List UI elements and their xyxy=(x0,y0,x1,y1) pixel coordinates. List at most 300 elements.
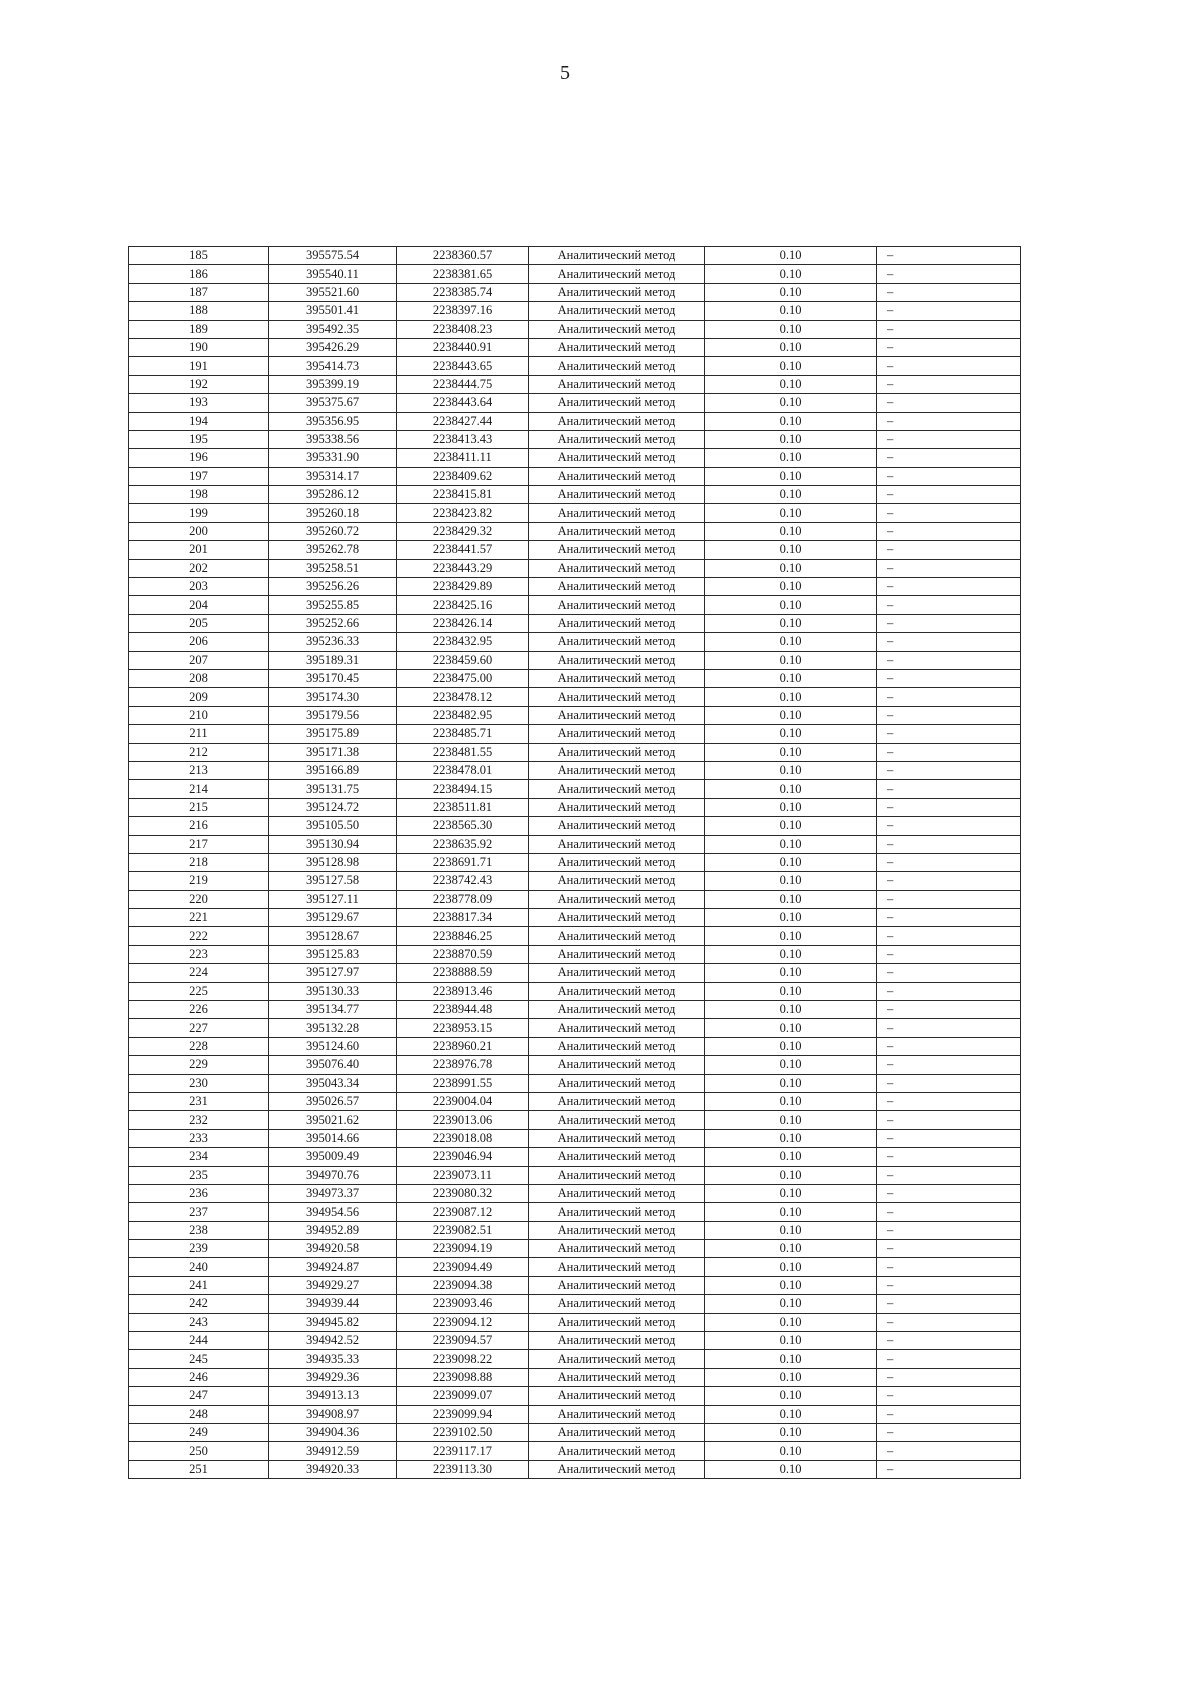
table-row xyxy=(129,1258,1021,1276)
table-row xyxy=(129,1350,1021,1368)
x-coordinate-cell: 395125.83 xyxy=(269,945,397,963)
table-row xyxy=(129,1313,1021,1331)
accuracy-cell: 0.10 xyxy=(705,669,877,687)
table-row xyxy=(129,596,1021,614)
table-row xyxy=(129,1405,1021,1423)
method-cell: Аналитический метод xyxy=(529,927,705,945)
accuracy-cell: 0.10 xyxy=(705,927,877,945)
point-number-cell: 220 xyxy=(129,890,269,908)
x-coordinate-cell: 395575.54 xyxy=(269,247,397,265)
note-cell: – xyxy=(877,945,1021,963)
point-number-cell: 215 xyxy=(129,798,269,816)
x-coordinate-cell: 394935.33 xyxy=(269,1350,397,1368)
note-cell: – xyxy=(877,835,1021,853)
note-cell: – xyxy=(877,486,1021,504)
accuracy-cell: 0.10 xyxy=(705,283,877,301)
x-coordinate-cell: 395166.89 xyxy=(269,761,397,779)
method-cell: Аналитический метод xyxy=(529,1221,705,1239)
method-cell: Аналитический метод xyxy=(529,1074,705,1092)
point-number-cell: 199 xyxy=(129,504,269,522)
point-number-cell: 187 xyxy=(129,283,269,301)
table-row xyxy=(129,1240,1021,1258)
accuracy-cell: 0.10 xyxy=(705,1203,877,1221)
y-coordinate-cell: 2238411.11 xyxy=(397,449,529,467)
method-cell: Аналитический метод xyxy=(529,375,705,393)
y-coordinate-cell: 2238888.59 xyxy=(397,964,529,982)
table-row xyxy=(129,909,1021,927)
note-cell: – xyxy=(877,743,1021,761)
x-coordinate-cell: 395009.49 xyxy=(269,1148,397,1166)
y-coordinate-cell: 2238429.32 xyxy=(397,522,529,540)
y-coordinate-cell: 2238427.44 xyxy=(397,412,529,430)
note-cell: – xyxy=(877,1295,1021,1313)
method-cell: Аналитический метод xyxy=(529,1111,705,1129)
table-row xyxy=(129,283,1021,301)
table-row xyxy=(129,614,1021,632)
method-cell: Аналитический метод xyxy=(529,1203,705,1221)
x-coordinate-cell: 395127.58 xyxy=(269,872,397,890)
point-number-cell: 226 xyxy=(129,1001,269,1019)
x-coordinate-cell: 394929.36 xyxy=(269,1368,397,1386)
method-cell: Аналитический метод xyxy=(529,1405,705,1423)
y-coordinate-cell: 2238742.43 xyxy=(397,872,529,890)
point-number-cell: 249 xyxy=(129,1424,269,1442)
note-cell: – xyxy=(877,559,1021,577)
y-coordinate-cell: 2239099.07 xyxy=(397,1387,529,1405)
accuracy-cell: 0.10 xyxy=(705,706,877,724)
y-coordinate-cell: 2238432.95 xyxy=(397,633,529,651)
method-cell: Аналитический метод xyxy=(529,1019,705,1037)
method-cell: Аналитический метод xyxy=(529,614,705,632)
point-number-cell: 202 xyxy=(129,559,269,577)
note-cell: – xyxy=(877,798,1021,816)
accuracy-cell: 0.10 xyxy=(705,780,877,798)
x-coordinate-cell: 395134.77 xyxy=(269,1001,397,1019)
method-cell: Аналитический метод xyxy=(529,633,705,651)
method-cell: Аналитический метод xyxy=(529,357,705,375)
accuracy-cell: 0.10 xyxy=(705,596,877,614)
table-row xyxy=(129,578,1021,596)
method-cell: Аналитический метод xyxy=(529,706,705,724)
accuracy-cell: 0.10 xyxy=(705,1129,877,1147)
point-number-cell: 194 xyxy=(129,412,269,430)
y-coordinate-cell: 2238913.46 xyxy=(397,982,529,1000)
x-coordinate-cell: 394939.44 xyxy=(269,1295,397,1313)
table-row xyxy=(129,1332,1021,1350)
y-coordinate-cell: 2238478.01 xyxy=(397,761,529,779)
accuracy-cell: 0.10 xyxy=(705,982,877,1000)
table-row xyxy=(129,1387,1021,1405)
method-cell: Аналитический метод xyxy=(529,394,705,412)
note-cell: – xyxy=(877,467,1021,485)
x-coordinate-cell: 395255.85 xyxy=(269,596,397,614)
note-cell: – xyxy=(877,430,1021,448)
note-cell: – xyxy=(877,761,1021,779)
note-cell: – xyxy=(877,669,1021,687)
note-cell: – xyxy=(877,1258,1021,1276)
table-row xyxy=(129,1074,1021,1092)
point-number-cell: 250 xyxy=(129,1442,269,1460)
accuracy-cell: 0.10 xyxy=(705,1056,877,1074)
table-row xyxy=(129,486,1021,504)
point-number-cell: 195 xyxy=(129,430,269,448)
x-coordinate-cell: 395540.11 xyxy=(269,265,397,283)
y-coordinate-cell: 2238459.60 xyxy=(397,651,529,669)
accuracy-cell: 0.10 xyxy=(705,872,877,890)
table-row xyxy=(129,449,1021,467)
method-cell: Аналитический метод xyxy=(529,412,705,430)
x-coordinate-cell: 395128.98 xyxy=(269,853,397,871)
note-cell: – xyxy=(877,890,1021,908)
point-number-cell: 219 xyxy=(129,872,269,890)
point-number-cell: 222 xyxy=(129,927,269,945)
accuracy-cell: 0.10 xyxy=(705,1295,877,1313)
note-cell: – xyxy=(877,1037,1021,1055)
method-cell: Аналитический метод xyxy=(529,504,705,522)
accuracy-cell: 0.10 xyxy=(705,633,877,651)
x-coordinate-cell: 395262.78 xyxy=(269,541,397,559)
note-cell: – xyxy=(877,449,1021,467)
y-coordinate-cell: 2238944.48 xyxy=(397,1001,529,1019)
y-coordinate-cell: 2238953.15 xyxy=(397,1019,529,1037)
x-coordinate-cell: 395170.45 xyxy=(269,669,397,687)
method-cell: Аналитический метод xyxy=(529,817,705,835)
method-cell: Аналитический метод xyxy=(529,283,705,301)
x-coordinate-cell: 395426.29 xyxy=(269,338,397,356)
y-coordinate-cell: 2238960.21 xyxy=(397,1037,529,1055)
accuracy-cell: 0.10 xyxy=(705,1092,877,1110)
y-coordinate-cell: 2238423.82 xyxy=(397,504,529,522)
note-cell: – xyxy=(877,651,1021,669)
note-cell: – xyxy=(877,578,1021,596)
coordinates-table xyxy=(128,246,1021,1479)
point-number-cell: 204 xyxy=(129,596,269,614)
note-cell: – xyxy=(877,1001,1021,1019)
x-coordinate-cell: 395076.40 xyxy=(269,1056,397,1074)
note-cell: – xyxy=(877,265,1021,283)
accuracy-cell: 0.10 xyxy=(705,743,877,761)
method-cell: Аналитический метод xyxy=(529,872,705,890)
note-cell: – xyxy=(877,1148,1021,1166)
note-cell: – xyxy=(877,1129,1021,1147)
x-coordinate-cell: 394912.59 xyxy=(269,1442,397,1460)
table-row xyxy=(129,725,1021,743)
x-coordinate-cell: 395256.26 xyxy=(269,578,397,596)
x-coordinate-cell: 395501.41 xyxy=(269,302,397,320)
y-coordinate-cell: 2238441.57 xyxy=(397,541,529,559)
accuracy-cell: 0.10 xyxy=(705,247,877,265)
accuracy-cell: 0.10 xyxy=(705,835,877,853)
note-cell: – xyxy=(877,1313,1021,1331)
accuracy-cell: 0.10 xyxy=(705,1037,877,1055)
y-coordinate-cell: 2238478.12 xyxy=(397,688,529,706)
x-coordinate-cell: 395128.67 xyxy=(269,927,397,945)
note-cell: – xyxy=(877,725,1021,743)
note-cell: – xyxy=(877,302,1021,320)
table-row xyxy=(129,798,1021,816)
y-coordinate-cell: 2239117.17 xyxy=(397,1442,529,1460)
note-cell: – xyxy=(877,1111,1021,1129)
note-cell: – xyxy=(877,964,1021,982)
accuracy-cell: 0.10 xyxy=(705,1424,877,1442)
y-coordinate-cell: 2238870.59 xyxy=(397,945,529,963)
accuracy-cell: 0.10 xyxy=(705,1276,877,1294)
y-coordinate-cell: 2238817.34 xyxy=(397,909,529,927)
accuracy-cell: 0.10 xyxy=(705,1074,877,1092)
point-number-cell: 218 xyxy=(129,853,269,871)
accuracy-cell: 0.10 xyxy=(705,1019,877,1037)
y-coordinate-cell: 2238408.23 xyxy=(397,320,529,338)
table-row xyxy=(129,1203,1021,1221)
x-coordinate-cell: 394973.37 xyxy=(269,1184,397,1202)
method-cell: Аналитический метод xyxy=(529,853,705,871)
accuracy-cell: 0.10 xyxy=(705,302,877,320)
method-cell: Аналитический метод xyxy=(529,430,705,448)
note-cell: – xyxy=(877,1332,1021,1350)
note-cell: – xyxy=(877,522,1021,540)
accuracy-cell: 0.10 xyxy=(705,357,877,375)
point-number-cell: 231 xyxy=(129,1092,269,1110)
y-coordinate-cell: 2238443.64 xyxy=(397,394,529,412)
y-coordinate-cell: 2238481.55 xyxy=(397,743,529,761)
accuracy-cell: 0.10 xyxy=(705,578,877,596)
method-cell: Аналитический метод xyxy=(529,761,705,779)
table-row xyxy=(129,706,1021,724)
table-row xyxy=(129,504,1021,522)
y-coordinate-cell: 2238485.71 xyxy=(397,725,529,743)
y-coordinate-cell: 2239094.12 xyxy=(397,1313,529,1331)
method-cell: Аналитический метод xyxy=(529,743,705,761)
accuracy-cell: 0.10 xyxy=(705,688,877,706)
point-number-cell: 207 xyxy=(129,651,269,669)
accuracy-cell: 0.10 xyxy=(705,375,877,393)
method-cell: Аналитический метод xyxy=(529,1387,705,1405)
note-cell: – xyxy=(877,1240,1021,1258)
point-number-cell: 186 xyxy=(129,265,269,283)
x-coordinate-cell: 394920.33 xyxy=(269,1460,397,1478)
accuracy-cell: 0.10 xyxy=(705,1111,877,1129)
table-row xyxy=(129,1184,1021,1202)
method-cell: Аналитический метод xyxy=(529,1037,705,1055)
point-number-cell: 201 xyxy=(129,541,269,559)
accuracy-cell: 0.10 xyxy=(705,1387,877,1405)
table-row xyxy=(129,247,1021,265)
point-number-cell: 228 xyxy=(129,1037,269,1055)
method-cell: Аналитический метод xyxy=(529,1258,705,1276)
note-cell: – xyxy=(877,1221,1021,1239)
method-cell: Аналитический метод xyxy=(529,522,705,540)
method-cell: Аналитический метод xyxy=(529,798,705,816)
method-cell: Аналитический метод xyxy=(529,449,705,467)
accuracy-cell: 0.10 xyxy=(705,559,877,577)
accuracy-cell: 0.10 xyxy=(705,394,877,412)
x-coordinate-cell: 395179.56 xyxy=(269,706,397,724)
accuracy-cell: 0.10 xyxy=(705,1350,877,1368)
point-number-cell: 212 xyxy=(129,743,269,761)
accuracy-cell: 0.10 xyxy=(705,430,877,448)
table-row xyxy=(129,430,1021,448)
method-cell: Аналитический метод xyxy=(529,1184,705,1202)
y-coordinate-cell: 2238360.57 xyxy=(397,247,529,265)
point-number-cell: 235 xyxy=(129,1166,269,1184)
point-number-cell: 238 xyxy=(129,1221,269,1239)
x-coordinate-cell: 394920.58 xyxy=(269,1240,397,1258)
table-row xyxy=(129,651,1021,669)
point-number-cell: 239 xyxy=(129,1240,269,1258)
method-cell: Аналитический метод xyxy=(529,541,705,559)
point-number-cell: 208 xyxy=(129,669,269,687)
y-coordinate-cell: 2239098.22 xyxy=(397,1350,529,1368)
x-coordinate-cell: 395175.89 xyxy=(269,725,397,743)
table-row xyxy=(129,1368,1021,1386)
y-coordinate-cell: 2239046.94 xyxy=(397,1148,529,1166)
note-cell: – xyxy=(877,504,1021,522)
point-number-cell: 205 xyxy=(129,614,269,632)
accuracy-cell: 0.10 xyxy=(705,890,877,908)
x-coordinate-cell: 394942.52 xyxy=(269,1332,397,1350)
x-coordinate-cell: 395129.67 xyxy=(269,909,397,927)
x-coordinate-cell: 395414.73 xyxy=(269,357,397,375)
method-cell: Аналитический метод xyxy=(529,688,705,706)
method-cell: Аналитический метод xyxy=(529,1166,705,1184)
accuracy-cell: 0.10 xyxy=(705,412,877,430)
x-coordinate-cell: 394904.36 xyxy=(269,1424,397,1442)
accuracy-cell: 0.10 xyxy=(705,651,877,669)
point-number-cell: 216 xyxy=(129,817,269,835)
point-number-cell: 237 xyxy=(129,1203,269,1221)
note-cell: – xyxy=(877,375,1021,393)
y-coordinate-cell: 2238494.15 xyxy=(397,780,529,798)
point-number-cell: 236 xyxy=(129,1184,269,1202)
y-coordinate-cell: 2239080.32 xyxy=(397,1184,529,1202)
y-coordinate-cell: 2239113.30 xyxy=(397,1460,529,1478)
x-coordinate-cell: 395043.34 xyxy=(269,1074,397,1092)
note-cell: – xyxy=(877,1166,1021,1184)
point-number-cell: 232 xyxy=(129,1111,269,1129)
point-number-cell: 233 xyxy=(129,1129,269,1147)
x-coordinate-cell: 395252.66 xyxy=(269,614,397,632)
accuracy-cell: 0.10 xyxy=(705,725,877,743)
table-row xyxy=(129,669,1021,687)
note-cell: – xyxy=(877,1442,1021,1460)
table-row xyxy=(129,320,1021,338)
table-row xyxy=(129,688,1021,706)
note-cell: – xyxy=(877,320,1021,338)
method-cell: Аналитический метод xyxy=(529,302,705,320)
x-coordinate-cell: 395260.18 xyxy=(269,504,397,522)
note-cell: – xyxy=(877,853,1021,871)
table-row xyxy=(129,872,1021,890)
point-number-cell: 246 xyxy=(129,1368,269,1386)
table-row xyxy=(129,1166,1021,1184)
table-row xyxy=(129,890,1021,908)
method-cell: Аналитический метод xyxy=(529,338,705,356)
note-cell: – xyxy=(877,1350,1021,1368)
table-row xyxy=(129,357,1021,375)
x-coordinate-cell: 395130.33 xyxy=(269,982,397,1000)
x-coordinate-cell: 395286.12 xyxy=(269,486,397,504)
table-row xyxy=(129,1019,1021,1037)
x-coordinate-cell: 394970.76 xyxy=(269,1166,397,1184)
table-row xyxy=(129,1295,1021,1313)
note-cell: – xyxy=(877,872,1021,890)
method-cell: Аналитический метод xyxy=(529,578,705,596)
method-cell: Аналитический метод xyxy=(529,1295,705,1313)
method-cell: Аналитический метод xyxy=(529,725,705,743)
y-coordinate-cell: 2238443.29 xyxy=(397,559,529,577)
y-coordinate-cell: 2238381.65 xyxy=(397,265,529,283)
accuracy-cell: 0.10 xyxy=(705,1166,877,1184)
x-coordinate-cell: 395399.19 xyxy=(269,375,397,393)
x-coordinate-cell: 395171.38 xyxy=(269,743,397,761)
point-number-cell: 223 xyxy=(129,945,269,963)
accuracy-cell: 0.10 xyxy=(705,964,877,982)
x-coordinate-cell: 395014.66 xyxy=(269,1129,397,1147)
accuracy-cell: 0.10 xyxy=(705,945,877,963)
x-coordinate-cell: 395021.62 xyxy=(269,1111,397,1129)
accuracy-cell: 0.10 xyxy=(705,1460,877,1478)
y-coordinate-cell: 2238397.16 xyxy=(397,302,529,320)
x-coordinate-cell: 395236.33 xyxy=(269,633,397,651)
point-number-cell: 225 xyxy=(129,982,269,1000)
x-coordinate-cell: 395338.56 xyxy=(269,430,397,448)
table-row xyxy=(129,835,1021,853)
point-number-cell: 214 xyxy=(129,780,269,798)
point-number-cell: 200 xyxy=(129,522,269,540)
note-cell: – xyxy=(877,1074,1021,1092)
x-coordinate-cell: 395131.75 xyxy=(269,780,397,798)
note-cell: – xyxy=(877,982,1021,1000)
y-coordinate-cell: 2238409.62 xyxy=(397,467,529,485)
note-cell: – xyxy=(877,1019,1021,1037)
note-cell: – xyxy=(877,338,1021,356)
note-cell: – xyxy=(877,614,1021,632)
y-coordinate-cell: 2239013.06 xyxy=(397,1111,529,1129)
accuracy-cell: 0.10 xyxy=(705,817,877,835)
accuracy-cell: 0.10 xyxy=(705,338,877,356)
table-row xyxy=(129,375,1021,393)
accuracy-cell: 0.10 xyxy=(705,504,877,522)
note-cell: – xyxy=(877,1387,1021,1405)
method-cell: Аналитический метод xyxy=(529,1368,705,1386)
table-row xyxy=(129,1424,1021,1442)
point-number-cell: 224 xyxy=(129,964,269,982)
y-coordinate-cell: 2238443.65 xyxy=(397,357,529,375)
table-row xyxy=(129,1148,1021,1166)
point-number-cell: 190 xyxy=(129,338,269,356)
y-coordinate-cell: 2238991.55 xyxy=(397,1074,529,1092)
table-row xyxy=(129,1442,1021,1460)
method-cell: Аналитический метод xyxy=(529,559,705,577)
x-coordinate-cell: 394913.13 xyxy=(269,1387,397,1405)
point-number-cell: 243 xyxy=(129,1313,269,1331)
accuracy-cell: 0.10 xyxy=(705,1313,877,1331)
accuracy-cell: 0.10 xyxy=(705,1221,877,1239)
x-coordinate-cell: 395375.67 xyxy=(269,394,397,412)
method-cell: Аналитический метод xyxy=(529,1350,705,1368)
point-number-cell: 221 xyxy=(129,909,269,927)
accuracy-cell: 0.10 xyxy=(705,853,877,871)
table-row xyxy=(129,1111,1021,1129)
method-cell: Аналитический метод xyxy=(529,1442,705,1460)
y-coordinate-cell: 2239018.08 xyxy=(397,1129,529,1147)
y-coordinate-cell: 2238426.14 xyxy=(397,614,529,632)
note-cell: – xyxy=(877,247,1021,265)
method-cell: Аналитический метод xyxy=(529,835,705,853)
y-coordinate-cell: 2239099.94 xyxy=(397,1405,529,1423)
x-coordinate-cell: 395356.95 xyxy=(269,412,397,430)
y-coordinate-cell: 2238482.95 xyxy=(397,706,529,724)
